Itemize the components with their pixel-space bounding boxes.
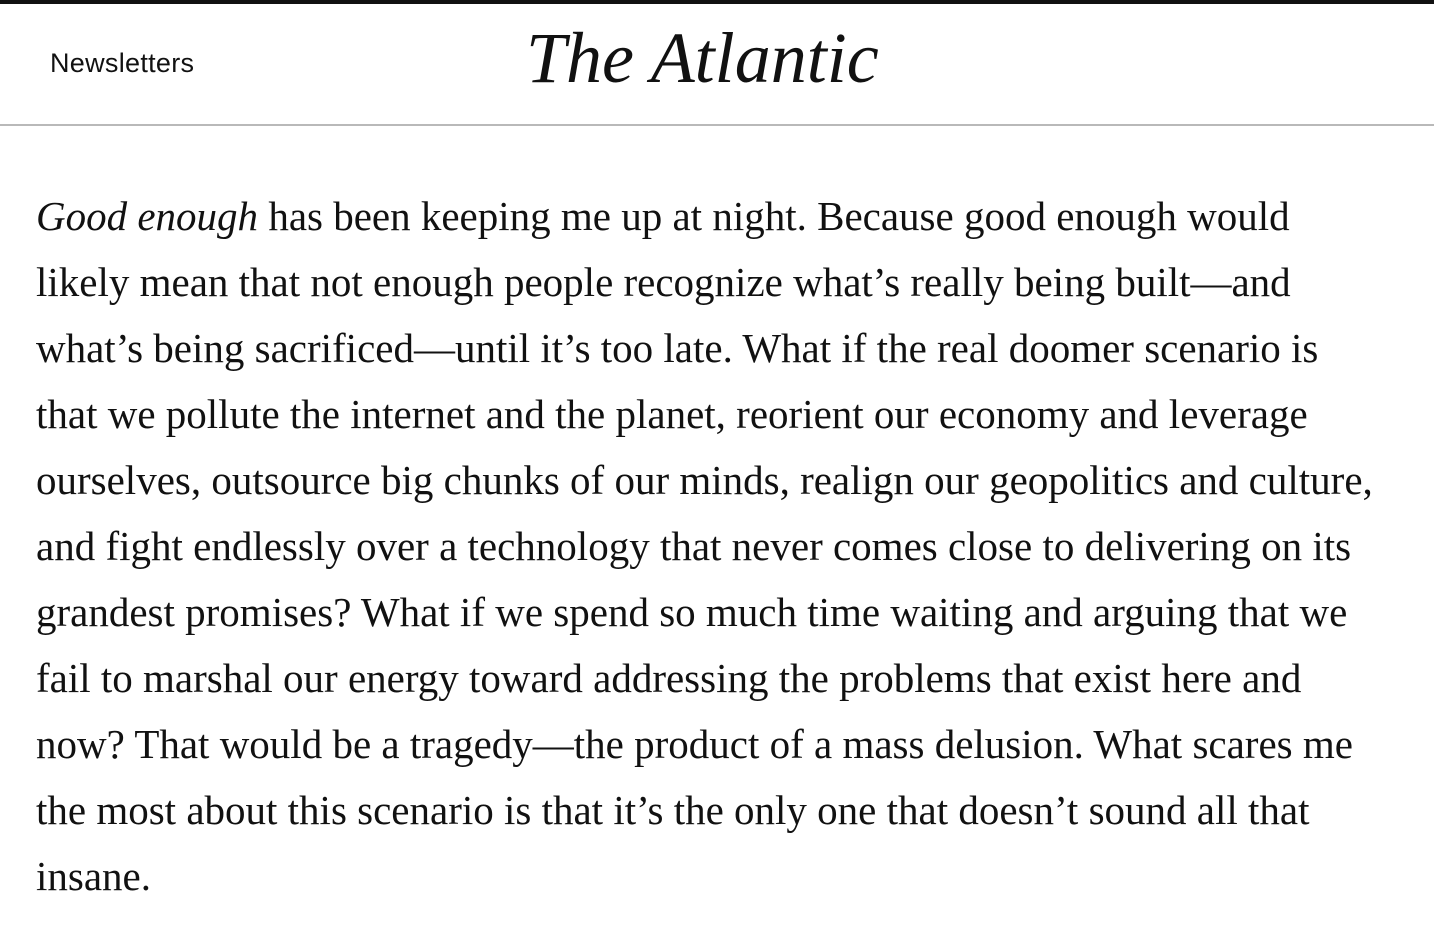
article-body-text: has been keeping me up at night. Because good enough would likely mean that not enough people recognize what’s really being built—and what’s being sacrificed—until it’s too late. What if the real doomer scenario is that we pollute the internet and the planet, reorient our economy and leverage ourselves, outsource big chunks of our minds, realign our geopolitics and culture, and fight endlessly over a technology that never comes close to delivering on its grandest promises? What if we spend so much time waiting and arguing that we fail to marshal our energy toward addressing the problems that exist here and now? That would be a tragedy—the product of a mass delusion. What scares me the most about this scenario is that it’s the only one that doesn’t sound all that insane. (36, 193, 1373, 899)
article-paragraph (36, 183, 1381, 909)
site-header (0, 4, 1434, 126)
site-logo[interactable]: The Atlantic (526, 18, 879, 98)
newsletters-link[interactable]: Newsletters (50, 48, 195, 78)
article-emphasis: Good enough (36, 193, 259, 239)
